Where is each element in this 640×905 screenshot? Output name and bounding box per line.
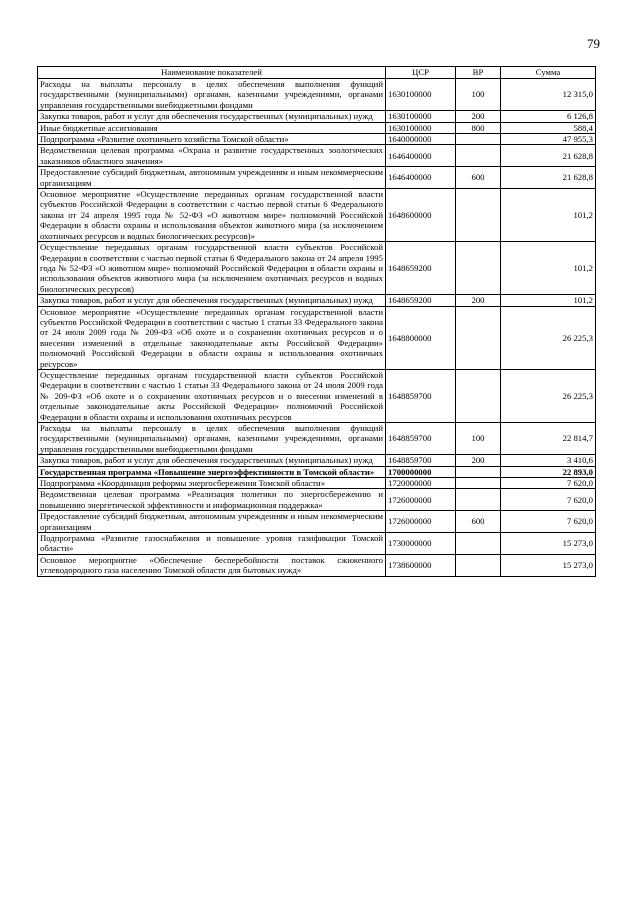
cell-name: Осуществление переданных органам государственной власти субъектов Российской Федерации в соответствии с частью 1 статьи 33 Федерального закона от 24 июля 2009 года № 209-ФЗ «Об охоте и о сохранении охотничьих ресурсов и о внесении изменений в отдельные законодательные акты Российской Федерации» полномочий Российской Федерации в области охраны и использования охотничьих ресурсов: [38, 369, 386, 422]
cell-sum: 15 273,0: [501, 554, 596, 576]
cell-code: 1646400000: [386, 145, 456, 167]
cell-vr: [456, 478, 501, 489]
table-body: [38, 79, 596, 577]
cell-code: 1648859700: [386, 455, 456, 466]
cell-code: 1726000000: [386, 489, 456, 511]
cell-vr: [456, 554, 501, 576]
cell-vr: [456, 489, 501, 511]
cell-code: 1648600000: [386, 189, 456, 242]
table-header: [38, 67, 596, 79]
cell-vr: 600: [456, 167, 501, 189]
cell-vr: [456, 466, 501, 477]
cell-sum: 101,2: [501, 242, 596, 295]
cell-name: Предоставление субсидий бюджетным, автономным учреждениям и иным некоммерческим организациям: [38, 167, 386, 189]
cell-vr: 200: [456, 455, 501, 466]
cell-name: Основное мероприятие «Обеспечение бесперебойности поставок сжиженного углеводородного газа населению Томской области для бытовых нужд»: [38, 554, 386, 576]
cell-vr: 100: [456, 423, 501, 455]
table-row: [38, 533, 596, 555]
cell-name: Государственная программа «Повышение энергоэффективности в Томской области»: [38, 466, 386, 477]
cell-sum: 101,2: [501, 295, 596, 306]
header-vr: ВР: [456, 67, 501, 79]
table-row: [38, 423, 596, 455]
table-row: [38, 145, 596, 167]
cell-code: 1648859700: [386, 423, 456, 455]
cell-vr: 200: [456, 295, 501, 306]
cell-vr: [456, 306, 501, 369]
cell-code: 1630100000: [386, 122, 456, 133]
cell-name: Основное мероприятие «Осуществление переданных органам государственной власти субъектов Российской Федерации в соответствии с частью первой статьи 6 Федерального закона от 24 апреля 1995 года № 52-ФЗ «О животном мире» полномочий Российской Федерации в области охраны и использования объектов животного мира (за исключением охотничьих ресурсов и водных биологических ресурсов)»: [38, 189, 386, 242]
table-row: [38, 167, 596, 189]
table-row: [38, 455, 596, 466]
cell-name: Осуществление переданных органам государственной власти субъектов Российской Федерации в соответствии с частью первой статьи 6 Федерального закона от 24 апреля 1995 года № 52-ФЗ «О животном мире» полномочий Российской Федерации в области охраны и использования объектов животного мира (за исключением охотничьих ресурсов и водных биологических ресурсов): [38, 242, 386, 295]
header-name: Наименование показателей: [38, 67, 386, 79]
table-row: [38, 478, 596, 489]
cell-name: Закупка товаров, работ и услуг для обеспечения государственных (муниципальных) нужд: [38, 295, 386, 306]
table-row: [38, 122, 596, 133]
cell-code: 1630100000: [386, 79, 456, 111]
cell-vr: 800: [456, 122, 501, 133]
cell-name: Расходы на выплаты персоналу в целях обеспечения выполнения функций государственными (муниципальными) органами, казенными учреждениями, органами управления государственными внебюджетными фондами: [38, 79, 386, 111]
cell-sum: 15 273,0: [501, 533, 596, 555]
cell-vr: [456, 189, 501, 242]
cell-vr: [456, 145, 501, 167]
cell-code: 1640000000: [386, 134, 456, 145]
cell-name: Закупка товаров, работ и услуг для обеспечения государственных (муниципальных) нужд: [38, 111, 386, 122]
cell-sum: 22 814,7: [501, 423, 596, 455]
cell-code: 1646400000: [386, 167, 456, 189]
cell-name: Расходы на выплаты персоналу в целях обеспечения выполнения функций государственными (муниципальными) органами, казенными учреждениями, органами управления государственными внебюджетными фондами: [38, 423, 386, 455]
cell-sum: 21 628,8: [501, 167, 596, 189]
cell-code: 1720000000: [386, 478, 456, 489]
table-row: [38, 369, 596, 422]
cell-sum: 21 628,8: [501, 145, 596, 167]
table-row: [38, 306, 596, 369]
cell-sum: 588,4: [501, 122, 596, 133]
cell-sum: 6 126,8: [501, 111, 596, 122]
cell-vr: [456, 369, 501, 422]
cell-vr: 200: [456, 111, 501, 122]
cell-sum: 7 620,0: [501, 489, 596, 511]
table-row: [38, 242, 596, 295]
cell-name: Основное мероприятие «Осуществление переданных органам государственной власти субъектов Российской Федерации в соответствии с частью 1 статьи 33 Федерального закона от 24 июля 2009 года № 209-ФЗ «Об охоте и о сохранении охотничьих ресурсов и о внесении изменений в отдельные законодательные акты Российской Федерации» полномочий Российской Федерации в области охраны и использования охотничьих ресурсов»: [38, 306, 386, 369]
cell-name: Ведомственная целевая программа «Реализация политики по энергосбережению и повышению энергетической эффективности и информационная поддержка»: [38, 489, 386, 511]
cell-code: 1726000000: [386, 511, 456, 533]
table-row: [38, 554, 596, 576]
table-row: [38, 134, 596, 145]
header-sum: Сумма: [501, 67, 596, 79]
cell-name: Подпрограмма «Развитие газоснабжения и повышение уровня газификации Томской области»: [38, 533, 386, 555]
cell-name: Предоставление субсидий бюджетным, автономным учреждениям и иным некоммерческим организациям: [38, 511, 386, 533]
cell-name: Закупка товаров, работ и услуг для обеспечения государственных (муниципальных) нужд: [38, 455, 386, 466]
cell-vr: 600: [456, 511, 501, 533]
cell-name: Подпрограмма «Координация реформы энергосбережения Томской области»: [38, 478, 386, 489]
header-code: ЦСР: [386, 67, 456, 79]
cell-name: Иные бюджетные ассигнования: [38, 122, 386, 133]
cell-code: 1648659200: [386, 295, 456, 306]
cell-sum: 47 955,3: [501, 134, 596, 145]
table-row: [38, 511, 596, 533]
cell-vr: [456, 242, 501, 295]
table-row: [38, 295, 596, 306]
table-row: [38, 189, 596, 242]
cell-code: 1648659200: [386, 242, 456, 295]
cell-vr: 100: [456, 79, 501, 111]
cell-sum: 26 225,3: [501, 369, 596, 422]
cell-code: 1738600000: [386, 554, 456, 576]
budget-table: [37, 66, 596, 577]
table-row: [38, 466, 596, 477]
cell-code: 1648859700: [386, 369, 456, 422]
cell-code: 1730000000: [386, 533, 456, 555]
cell-name: Ведомственная целевая программа «Охрана и развитие государственных зоологических заказников областного значения»: [38, 145, 386, 167]
cell-sum: 7 620,0: [501, 478, 596, 489]
cell-sum: 3 410,6: [501, 455, 596, 466]
cell-code: 1700000000: [386, 466, 456, 477]
page-number: 79: [587, 36, 600, 51]
cell-sum: 101,2: [501, 189, 596, 242]
table-row: [38, 111, 596, 122]
table-row: [38, 489, 596, 511]
cell-sum: 26 225,3: [501, 306, 596, 369]
cell-vr: [456, 533, 501, 555]
cell-code: 1648800000: [386, 306, 456, 369]
cell-sum: 22 893,0: [501, 466, 596, 477]
cell-vr: [456, 134, 501, 145]
cell-name: Подпрограмма «Развитие охотничьего хозяйства Томской области»: [38, 134, 386, 145]
cell-code: 1630100000: [386, 111, 456, 122]
cell-sum: 7 620,0: [501, 511, 596, 533]
cell-sum: 12 315,0: [501, 79, 596, 111]
table-row: [38, 79, 596, 111]
table-header-row: [38, 67, 596, 79]
